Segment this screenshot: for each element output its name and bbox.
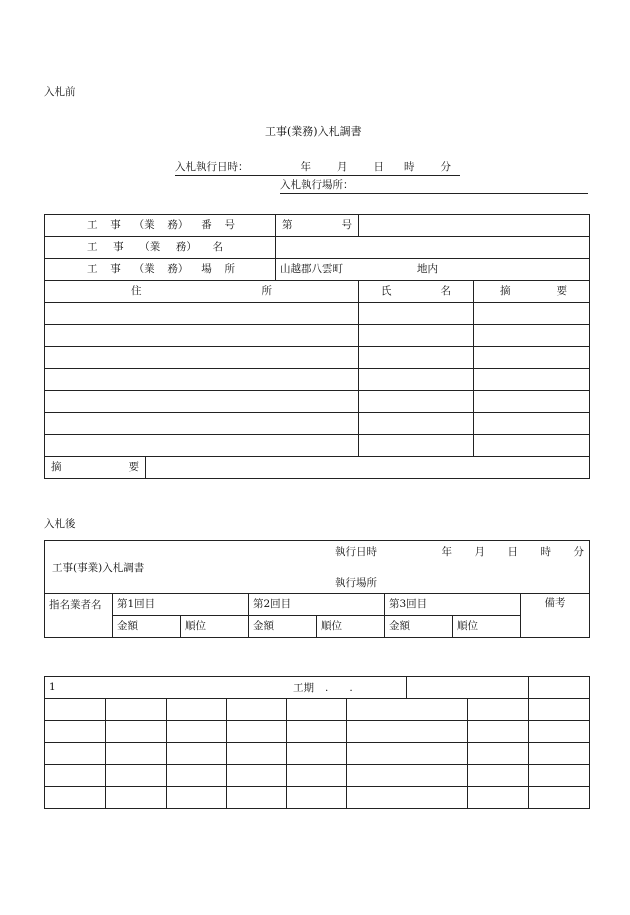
- summary-table: [44, 456, 590, 479]
- round-3-amount: 金額: [385, 616, 453, 638]
- table-cell[interactable]: [287, 699, 347, 721]
- period-dots: . .: [325, 682, 353, 694]
- table-cell[interactable]: [347, 721, 468, 743]
- section-label-before: 入札前: [44, 86, 76, 98]
- table-row: [45, 303, 590, 325]
- exec-datetime-label: 入札執行日時：: [175, 161, 249, 173]
- round-1-amount: 金額: [113, 616, 181, 638]
- table-row: [45, 325, 590, 347]
- table-cell[interactable]: [347, 743, 468, 765]
- table-row: [45, 435, 590, 457]
- round-2-header: 第2回目: [249, 594, 385, 616]
- table-cell[interactable]: [529, 721, 590, 743]
- round-1-rank: 順位: [181, 616, 249, 638]
- table-cell[interactable]: [468, 787, 529, 809]
- table-cell[interactable]: [347, 699, 468, 721]
- project-number-extra[interactable]: [359, 215, 590, 237]
- schedule-header-cell[interactable]: [529, 677, 590, 699]
- exec-place-label: 入札執行場所：: [280, 179, 354, 191]
- table-cell[interactable]: [45, 765, 106, 787]
- table-cell[interactable]: [529, 699, 590, 721]
- form-title-before: 工事(業務)入札調書: [265, 125, 362, 138]
- project-number-label: 工 事 （業 務） 番 号: [45, 215, 276, 237]
- schedule-header-cell[interactable]: [407, 677, 529, 699]
- table-cell[interactable]: [347, 765, 468, 787]
- table-row: [45, 699, 590, 721]
- project-name-label: 工 事 （業 務） 名: [45, 237, 276, 259]
- table-cell[interactable]: [167, 721, 227, 743]
- project-name-value[interactable]: [276, 237, 590, 259]
- table-cell[interactable]: [287, 743, 347, 765]
- year-unit: 年: [300, 161, 311, 173]
- remarks-header: 摘 要: [474, 281, 590, 303]
- nominee-label: 指名業者名: [45, 594, 113, 638]
- table-cell[interactable]: [468, 765, 529, 787]
- table-cell[interactable]: [106, 787, 167, 809]
- table-cell[interactable]: [468, 699, 529, 721]
- table-cell[interactable]: [45, 699, 106, 721]
- table-cell[interactable]: [106, 743, 167, 765]
- bidder-table: [44, 280, 590, 457]
- hour-unit: 時: [404, 161, 415, 173]
- table-cell[interactable]: [106, 765, 167, 787]
- project-number-value[interactable]: 第 号: [276, 215, 359, 237]
- exec-datetime-line: [175, 162, 460, 176]
- table-row: [45, 787, 590, 809]
- table-cell[interactable]: [227, 743, 287, 765]
- round-2-rank: 順位: [317, 616, 385, 638]
- round-1-header: 第1回目: [113, 594, 249, 616]
- table-row: [45, 765, 590, 787]
- table-cell[interactable]: [287, 721, 347, 743]
- name-header: 氏 名: [359, 281, 474, 303]
- table-cell[interactable]: [529, 743, 590, 765]
- table-cell[interactable]: [227, 787, 287, 809]
- after-exec-place: 執行場所: [335, 577, 377, 589]
- period-label: 工期: [293, 682, 314, 694]
- table-cell[interactable]: [45, 743, 106, 765]
- table-row: [45, 369, 590, 391]
- table-row: [45, 413, 590, 435]
- project-info-table: [44, 214, 590, 281]
- table-row: [45, 347, 590, 369]
- table-cell[interactable]: [529, 787, 590, 809]
- table-cell[interactable]: [106, 699, 167, 721]
- bid-result-table: [44, 540, 590, 638]
- table-cell[interactable]: [45, 787, 106, 809]
- after-exec-datetime: 執行日時 年 月 日 時 分: [335, 546, 584, 558]
- minute-unit: 分: [440, 161, 451, 173]
- table-cell[interactable]: [287, 765, 347, 787]
- table-cell[interactable]: [529, 765, 590, 787]
- schedule-number: 1: [49, 681, 56, 694]
- project-place-label: 工 事 （業 務） 場 所: [45, 259, 276, 281]
- month-unit: 月: [337, 161, 348, 173]
- table-cell[interactable]: [227, 721, 287, 743]
- round-3-header: 第3回目: [385, 594, 521, 616]
- table-cell[interactable]: [287, 787, 347, 809]
- day-unit: 日: [373, 161, 384, 173]
- table-cell[interactable]: [167, 699, 227, 721]
- table-cell[interactable]: [167, 743, 227, 765]
- address-header: 住 所: [45, 281, 359, 303]
- round-2-amount: 金額: [249, 616, 317, 638]
- round-3-rank: 順位: [453, 616, 521, 638]
- table-cell[interactable]: [45, 721, 106, 743]
- summary-label: 摘 要: [45, 457, 146, 479]
- table-cell[interactable]: [227, 699, 287, 721]
- schedule-header: [45, 677, 407, 699]
- form-title-after: 工事(事業)入札調書: [52, 562, 145, 574]
- table-cell[interactable]: [468, 721, 529, 743]
- table-cell[interactable]: [106, 721, 167, 743]
- bid-result-header: [45, 541, 590, 594]
- table-row: [45, 743, 590, 765]
- table-cell[interactable]: [227, 765, 287, 787]
- project-place-value[interactable]: 山越郡八雲町 地内: [276, 259, 590, 281]
- table-cell[interactable]: [167, 765, 227, 787]
- table-row: [45, 391, 590, 413]
- summary-value[interactable]: [146, 457, 590, 479]
- table-row: [45, 721, 590, 743]
- notes-header: 備考: [521, 594, 590, 638]
- table-cell[interactable]: [167, 787, 227, 809]
- schedule-table: [44, 676, 590, 809]
- table-cell[interactable]: [468, 743, 529, 765]
- table-cell[interactable]: [347, 787, 468, 809]
- section-label-after: 入札後: [44, 518, 76, 530]
- exec-place-line: [280, 180, 588, 194]
